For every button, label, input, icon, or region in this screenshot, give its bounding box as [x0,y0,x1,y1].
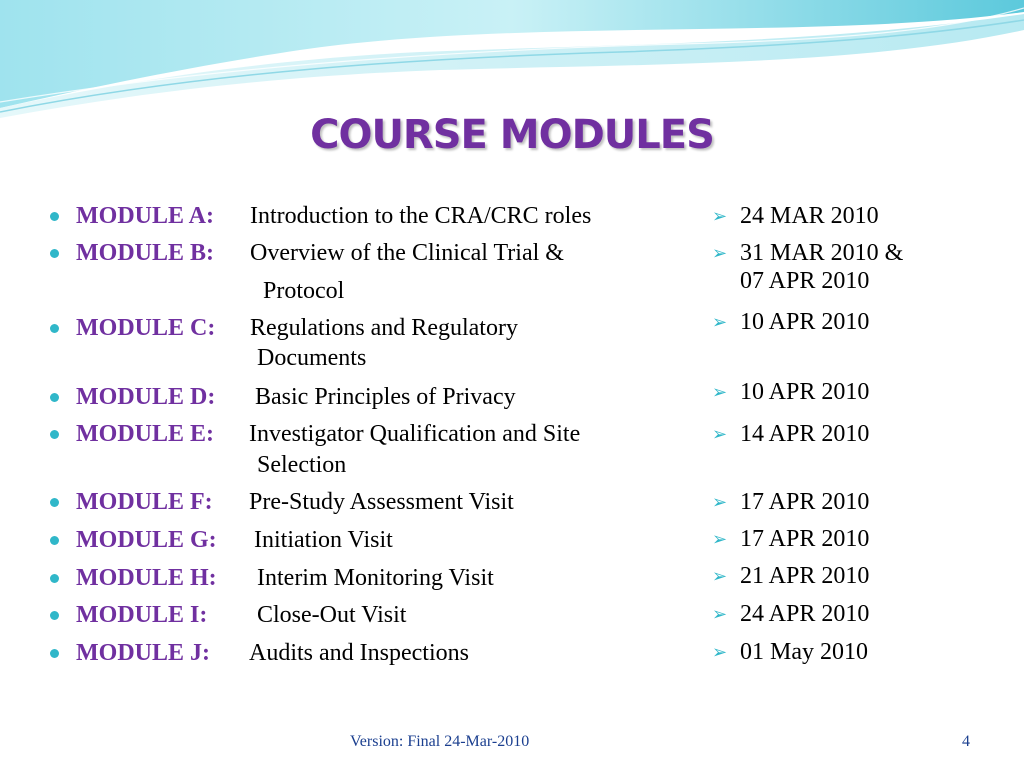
module-description: Initiation Visit [254,527,393,553]
date-text: 17 APR 2010 [740,526,870,552]
arrow-bullet-icon: ➢ [712,492,728,512]
module-label: MODULE C: [76,315,216,341]
arrow-bullet-icon: ➢ [712,566,728,586]
module-description: Audits and Inspections [249,640,469,666]
date-text: 24 MAR 2010 [740,203,879,229]
module-label: MODULE G: [76,527,217,553]
date-text: 01 May 2010 [740,639,868,665]
module-label: MODULE F: [76,489,213,515]
arrow-bullet-icon: ➢ [712,206,728,226]
date-text: 31 MAR 2010 & [740,240,904,266]
module-description: Investigator Qualification and Site [249,421,581,447]
module-label: MODULE A: [76,203,214,229]
bullet-dot-icon [50,498,59,507]
bullet-dot-icon [50,536,59,545]
bullet-dot-icon [50,249,59,258]
module-description: Basic Principles of Privacy [255,384,516,410]
module-label: MODULE D: [76,384,216,410]
arrow-bullet-icon: ➢ [712,382,728,402]
bullet-dot-icon [50,212,59,221]
date-text: 14 APR 2010 [740,421,870,447]
module-description: Close-Out Visit [257,602,407,628]
module-label: MODULE H: [76,565,217,591]
module-label: MODULE I: [76,602,208,628]
arrow-bullet-icon: ➢ [712,243,728,263]
module-description: Regulations and Regulatory [250,315,518,341]
module-label: MODULE E: [76,421,214,447]
date-text: 10 APR 2010 [740,309,870,335]
module-description: Introduction to the CRA/CRC roles [250,203,592,229]
module-description: Overview of the Clinical Trial & [250,240,564,266]
module-description-continuation: Protocol [263,278,345,304]
footer-version: Version: Final 24-Mar-2010 [350,733,530,750]
arrow-bullet-icon: ➢ [712,642,728,662]
date-text: 17 APR 2010 [740,489,870,515]
date-text-continuation: 07 APR 2010 [740,268,870,294]
bullet-dot-icon [50,649,59,658]
date-text: 24 APR 2010 [740,601,870,627]
module-description-continuation: Selection [257,452,347,478]
arrow-bullet-icon: ➢ [712,529,728,549]
bullet-dot-icon [50,611,59,620]
date-text: 10 APR 2010 [740,379,870,405]
bullet-dot-icon [50,324,59,333]
slide-title: COURSE MODULES [310,112,714,158]
bullet-dot-icon [50,430,59,439]
module-description: Interim Monitoring Visit [257,565,494,591]
date-text: 21 APR 2010 [740,563,870,589]
decorative-wave-banner [0,0,1024,120]
slide-number: 4 [962,733,970,750]
arrow-bullet-icon: ➢ [712,604,728,624]
arrow-bullet-icon: ➢ [712,312,728,332]
module-description-continuation: Documents [257,345,367,371]
module-label: MODULE J: [76,640,210,666]
bullet-dot-icon [50,574,59,583]
module-description: Pre-Study Assessment Visit [249,489,514,515]
module-label: MODULE B: [76,240,214,266]
arrow-bullet-icon: ➢ [712,424,728,444]
bullet-dot-icon [50,393,59,402]
